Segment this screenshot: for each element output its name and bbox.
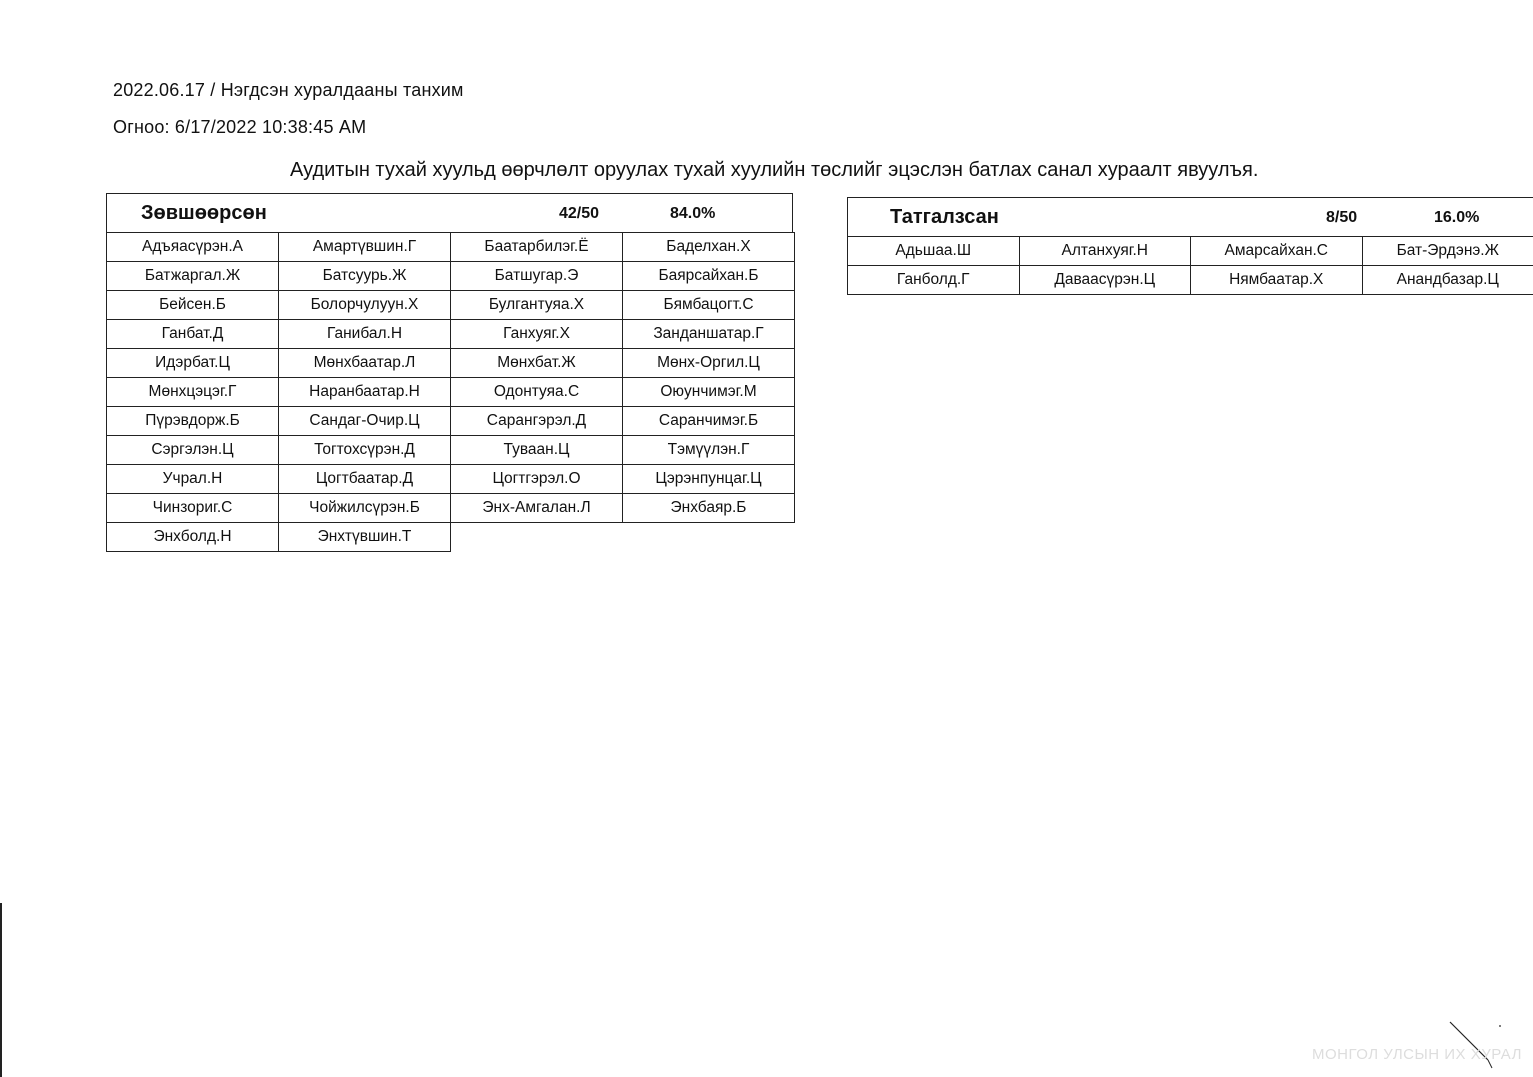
- member-name-cell: Идэрбат.Ц: [107, 349, 279, 378]
- reject-vote-block: [847, 197, 1533, 295]
- reject-count: 8/50: [1326, 209, 1358, 226]
- member-name-cell: Энхтүвшин.Т: [279, 523, 451, 552]
- reject-names-row: [848, 237, 1533, 266]
- member-name-cell: Ганибал.Н: [279, 320, 451, 349]
- member-name-cell: Амартүвшин.Г: [279, 233, 451, 262]
- member-name-cell: Наранбаатар.Н: [279, 378, 451, 407]
- member-name-cell: Энхбаяр.Б: [623, 494, 795, 523]
- member-name-cell: Анандбазар.Ц: [1362, 266, 1533, 295]
- approve-count: 42/50: [559, 205, 600, 222]
- member-name-cell: Саранчимэг.Б: [623, 407, 795, 436]
- empty-cell: [451, 523, 623, 552]
- member-name-cell: Ганхуяг.Х: [451, 320, 623, 349]
- reject-percent: 16.0%: [1434, 209, 1480, 226]
- member-name-cell: Мөнх-Оргил.Ц: [623, 349, 795, 378]
- member-name-cell: Тогтохсүрэн.Д: [279, 436, 451, 465]
- member-name-cell: Учрал.Н: [107, 465, 279, 494]
- member-name-cell: Цогтгэрэл.О: [451, 465, 623, 494]
- member-name-cell: Алтанхуяг.Н: [1019, 237, 1191, 266]
- member-name-cell: Бейсен.Б: [107, 291, 279, 320]
- member-name-cell: Мөнхбат.Ж: [451, 349, 623, 378]
- member-name-cell: Чинзориг.С: [107, 494, 279, 523]
- reject-header: [847, 197, 1533, 237]
- member-name-cell: Баярсайхан.Б: [623, 262, 795, 291]
- approve-vote-block: [106, 193, 793, 552]
- approve-names-row: [107, 465, 795, 494]
- member-name-cell: Тэмүүлэн.Г: [623, 436, 795, 465]
- date-header: Огноо: 6/17/2022 10:38:45 AM: [113, 117, 367, 137]
- approve-names-row: [107, 523, 795, 552]
- approve-names-row: [107, 291, 795, 320]
- approve-percent: 84.0%: [670, 205, 716, 222]
- member-name-cell: Энхболд.Н: [107, 523, 279, 552]
- member-name-cell: Адъяасүрэн.А: [107, 233, 279, 262]
- member-name-cell: Баатарбилэг.Ё: [451, 233, 623, 262]
- member-name-cell: Адьшаа.Ш: [848, 237, 1020, 266]
- member-name-cell: Одонтуяа.С: [451, 378, 623, 407]
- session-header: 2022.06.17 / Нэгдсэн хуралдааны танхим: [113, 80, 464, 100]
- member-name-cell: Пүрэвдорж.Б: [107, 407, 279, 436]
- member-name-cell: Баделхан.Х: [623, 233, 795, 262]
- approve-names-row: [107, 494, 795, 523]
- reject-label: Татгалзсан: [890, 206, 999, 228]
- reject-names-table: [847, 236, 1533, 295]
- member-name-cell: Ганбат.Д: [107, 320, 279, 349]
- approve-header: [106, 193, 793, 233]
- member-name-cell: Сарангэрэл.Д: [451, 407, 623, 436]
- approve-names-row: [107, 320, 795, 349]
- member-name-cell: Болорчулуун.Х: [279, 291, 451, 320]
- empty-cell: [623, 523, 795, 552]
- member-name-cell: Оюунчимэг.М: [623, 378, 795, 407]
- approve-names-row: [107, 349, 795, 378]
- watermark-text: МОНГОЛ УЛСЫН ИХ ХУРАЛ: [1312, 1046, 1522, 1063]
- member-name-cell: Даваасүрэн.Ц: [1019, 266, 1191, 295]
- member-name-cell: Ганболд.Г: [848, 266, 1020, 295]
- approve-names-table: [106, 232, 795, 552]
- member-name-cell: Туваан.Ц: [451, 436, 623, 465]
- approve-names-row: [107, 436, 795, 465]
- member-name-cell: Занданшатар.Г: [623, 320, 795, 349]
- member-name-cell: Чойжилсүрэн.Б: [279, 494, 451, 523]
- member-name-cell: Энх-Амгалан.Л: [451, 494, 623, 523]
- member-name-cell: Цэрэнпунцаг.Ц: [623, 465, 795, 494]
- member-name-cell: Амарсайхан.С: [1191, 237, 1363, 266]
- member-name-cell: Батшугар.Э: [451, 262, 623, 291]
- motion-title: Аудитын тухай хуульд өөрчлөлт оруулах тухай хуулийн төслийг эцэслэн батлах санал хураалт явуулъя.: [290, 159, 1259, 181]
- member-name-cell: Цогтбаатар.Д: [279, 465, 451, 494]
- approve-names-row: [107, 262, 795, 291]
- member-name-cell: Бат-Эрдэнэ.Ж: [1362, 237, 1533, 266]
- member-name-cell: Батжаргал.Ж: [107, 262, 279, 291]
- member-name-cell: Мөнхцэцэг.Г: [107, 378, 279, 407]
- approve-names-row: [107, 407, 795, 436]
- member-name-cell: Батсуурь.Ж: [279, 262, 451, 291]
- member-name-cell: Сандаг-Очир.Ц: [279, 407, 451, 436]
- member-name-cell: Булгантуяа.Х: [451, 291, 623, 320]
- approve-names-row: [107, 378, 795, 407]
- approve-names-row: [107, 233, 795, 262]
- scan-margin-line: [0, 903, 2, 1077]
- member-name-cell: Нямбаатар.Х: [1191, 266, 1363, 295]
- member-name-cell: Сэргэлэн.Ц: [107, 436, 279, 465]
- member-name-cell: Мөнхбаатар.Л: [279, 349, 451, 378]
- member-name-cell: Бямбацогт.С: [623, 291, 795, 320]
- approve-label: Зөвшөөрсөн: [141, 202, 267, 224]
- reject-names-row: [848, 266, 1533, 295]
